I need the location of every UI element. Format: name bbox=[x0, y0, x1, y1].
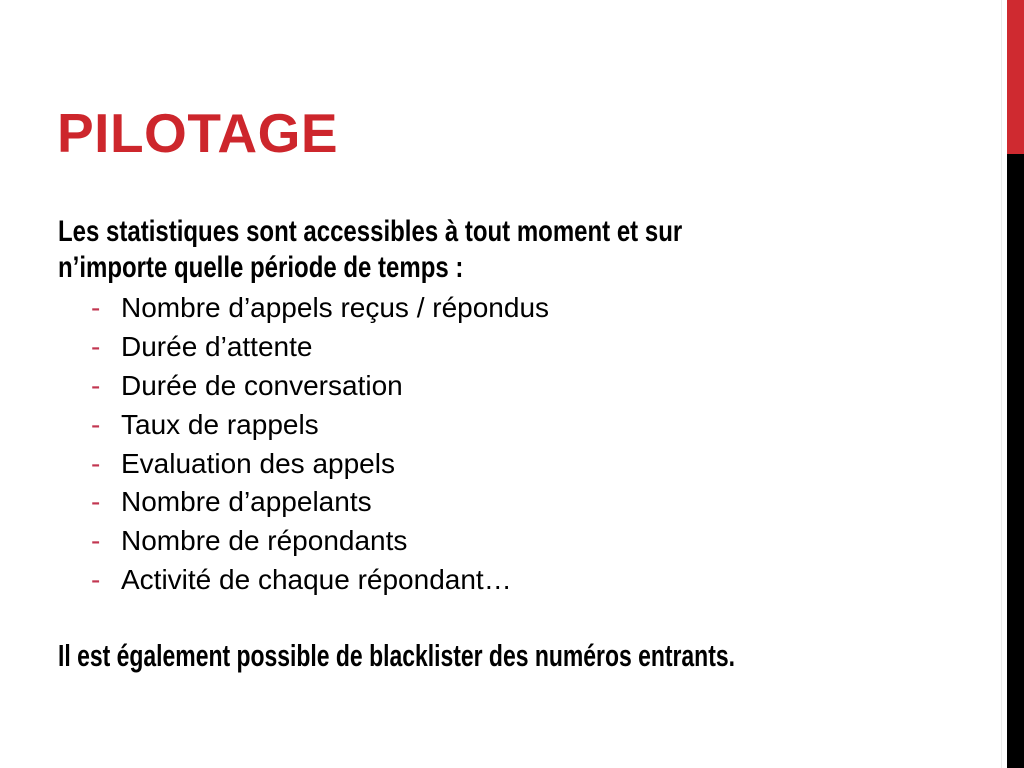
bullet-text: Nombre d’appels reçus / répondus bbox=[121, 292, 550, 323]
bullet-dash: - bbox=[91, 525, 101, 557]
list-item bbox=[58, 367, 549, 406]
list-item bbox=[58, 483, 549, 522]
accent-bar-black-segment bbox=[1007, 154, 1024, 768]
bullet-text: Durée d’attente bbox=[121, 330, 313, 362]
bullet-text: Activité de chaque répondant… bbox=[121, 564, 512, 596]
bullet-text: Nombre d’appelants bbox=[121, 486, 372, 518]
intro-paragraph bbox=[58, 214, 682, 286]
bullet-dash: - bbox=[91, 369, 101, 401]
bullet-text: Evaluation des appels bbox=[121, 447, 395, 479]
list-item bbox=[58, 289, 549, 328]
footer-paragraph: Il est également possible de blacklister des numéros entrants. bbox=[58, 638, 735, 673]
list-item bbox=[58, 561, 549, 600]
bullet-text: Nombre de répondants bbox=[121, 525, 408, 557]
bullet-dash: - bbox=[91, 447, 101, 479]
list-item bbox=[58, 406, 549, 445]
intro-line-2: n’importe quelle période de temps : bbox=[58, 251, 464, 284]
bullet-dash: - bbox=[91, 330, 101, 362]
list-item bbox=[58, 328, 549, 367]
accent-bar-red-segment bbox=[1007, 0, 1024, 154]
bullet-list bbox=[58, 289, 549, 600]
accent-hairline-divider bbox=[1001, 0, 1002, 768]
bullet-text: Durée de conversation bbox=[121, 369, 403, 401]
list-item bbox=[58, 522, 549, 561]
intro-line-1: Les statistiques sont accessibles à tout moment et sur bbox=[58, 215, 683, 248]
slide-title: PILOTAGE bbox=[57, 102, 339, 164]
list-item bbox=[58, 445, 549, 484]
bullet-dash: - bbox=[91, 486, 101, 518]
bullet-text: Taux de rappels bbox=[121, 408, 319, 440]
bullet-dash: - bbox=[91, 564, 101, 596]
bullet-dash: - bbox=[91, 408, 101, 440]
bullet-dash: - bbox=[91, 292, 101, 323]
accent-bar bbox=[1007, 0, 1024, 768]
